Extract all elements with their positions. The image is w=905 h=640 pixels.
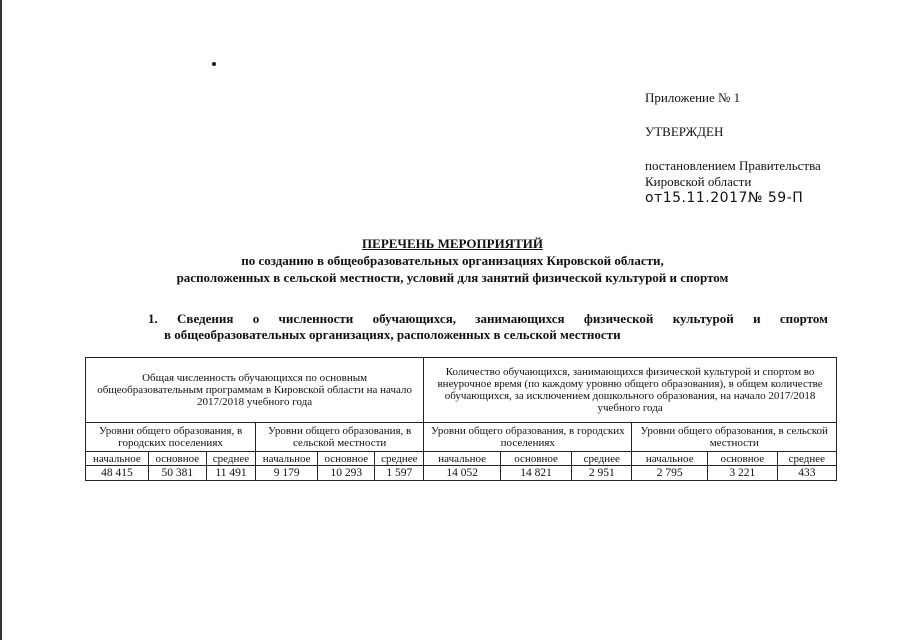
level-header: начальное	[256, 452, 318, 466]
level-header: основное	[501, 452, 572, 466]
title-sub-1: по созданию в общеобразовательных организациях Кировской области,	[241, 253, 664, 268]
decree-line-1: постановлением Правительства	[645, 158, 821, 173]
value-cell: 433	[777, 466, 836, 481]
section-1-line-2: в общеобразовательных организациях, расположенных в сельской местности	[164, 327, 621, 342]
header-total-students: Общая численность обучающихся по основным общеобразовательным программам в Кировской области на начало 2017/2018 учебного года	[86, 358, 424, 423]
section-1-heading	[148, 311, 828, 343]
level-header: среднее	[777, 452, 836, 466]
value-cell: 14 052	[424, 466, 501, 481]
value-cell: 9 179	[256, 466, 318, 481]
level-header: основное	[148, 452, 206, 466]
value-cell: 14 821	[501, 466, 572, 481]
level-header: начальное	[86, 452, 149, 466]
header-rural-levels-total: Уровни общего образования, в сельской местности	[256, 423, 424, 452]
section-1-line-1: 1. Сведения о численности обучающихся, занимающихся физической культурой и спортом	[148, 311, 828, 326]
document-title	[0, 235, 905, 286]
header-urban-levels-sport: Уровни общего образования, в городских поселениях	[424, 423, 632, 452]
appendix-number: Приложение № 1	[645, 90, 741, 105]
level-header: начальное	[424, 452, 501, 466]
decree-date-number: от15.11.2017№ 59-П	[645, 190, 804, 206]
approval-block	[645, 90, 821, 206]
scan-speck	[212, 62, 216, 66]
value-cell: 3 221	[707, 466, 777, 481]
value-cell: 48 415	[86, 466, 149, 481]
title-sub-2: расположенных в сельской местности, условий для занятий физической культурой и спортом	[176, 270, 729, 285]
header-sport-students: Количество обучающихся, занимающихся физической культурой и спортом во внеурочное время (по каждому уровню общего образования), в общем количестве обучающихся, за исключением дошкольного образования, на начало 2017/2018 учебного года	[424, 358, 837, 423]
header-rural-levels-sport: Уровни общего образования, в сельской местности	[632, 423, 837, 452]
level-header: начальное	[632, 452, 708, 466]
value-cell: 2 795	[632, 466, 708, 481]
value-cell: 11 491	[206, 466, 255, 481]
level-header: среднее	[572, 452, 632, 466]
level-header: среднее	[375, 452, 424, 466]
decree-line-2: Кировской области	[645, 174, 752, 189]
header-urban-levels-total: Уровни общего образования, в городских поселениях	[86, 423, 256, 452]
value-cell: 2 951	[572, 466, 632, 481]
students-table	[85, 357, 837, 481]
title-main: ПЕРЕЧЕНЬ МЕРОПРИЯТИЙ	[362, 236, 543, 251]
level-header: основное	[318, 452, 375, 466]
level-header: основное	[707, 452, 777, 466]
approved-label: УТВЕРЖДЕН	[645, 124, 724, 139]
value-cell: 10 293	[318, 466, 375, 481]
value-cell: 50 381	[148, 466, 206, 481]
scan-edge	[0, 0, 2, 640]
value-cell: 1 597	[375, 466, 424, 481]
level-header: среднее	[206, 452, 255, 466]
